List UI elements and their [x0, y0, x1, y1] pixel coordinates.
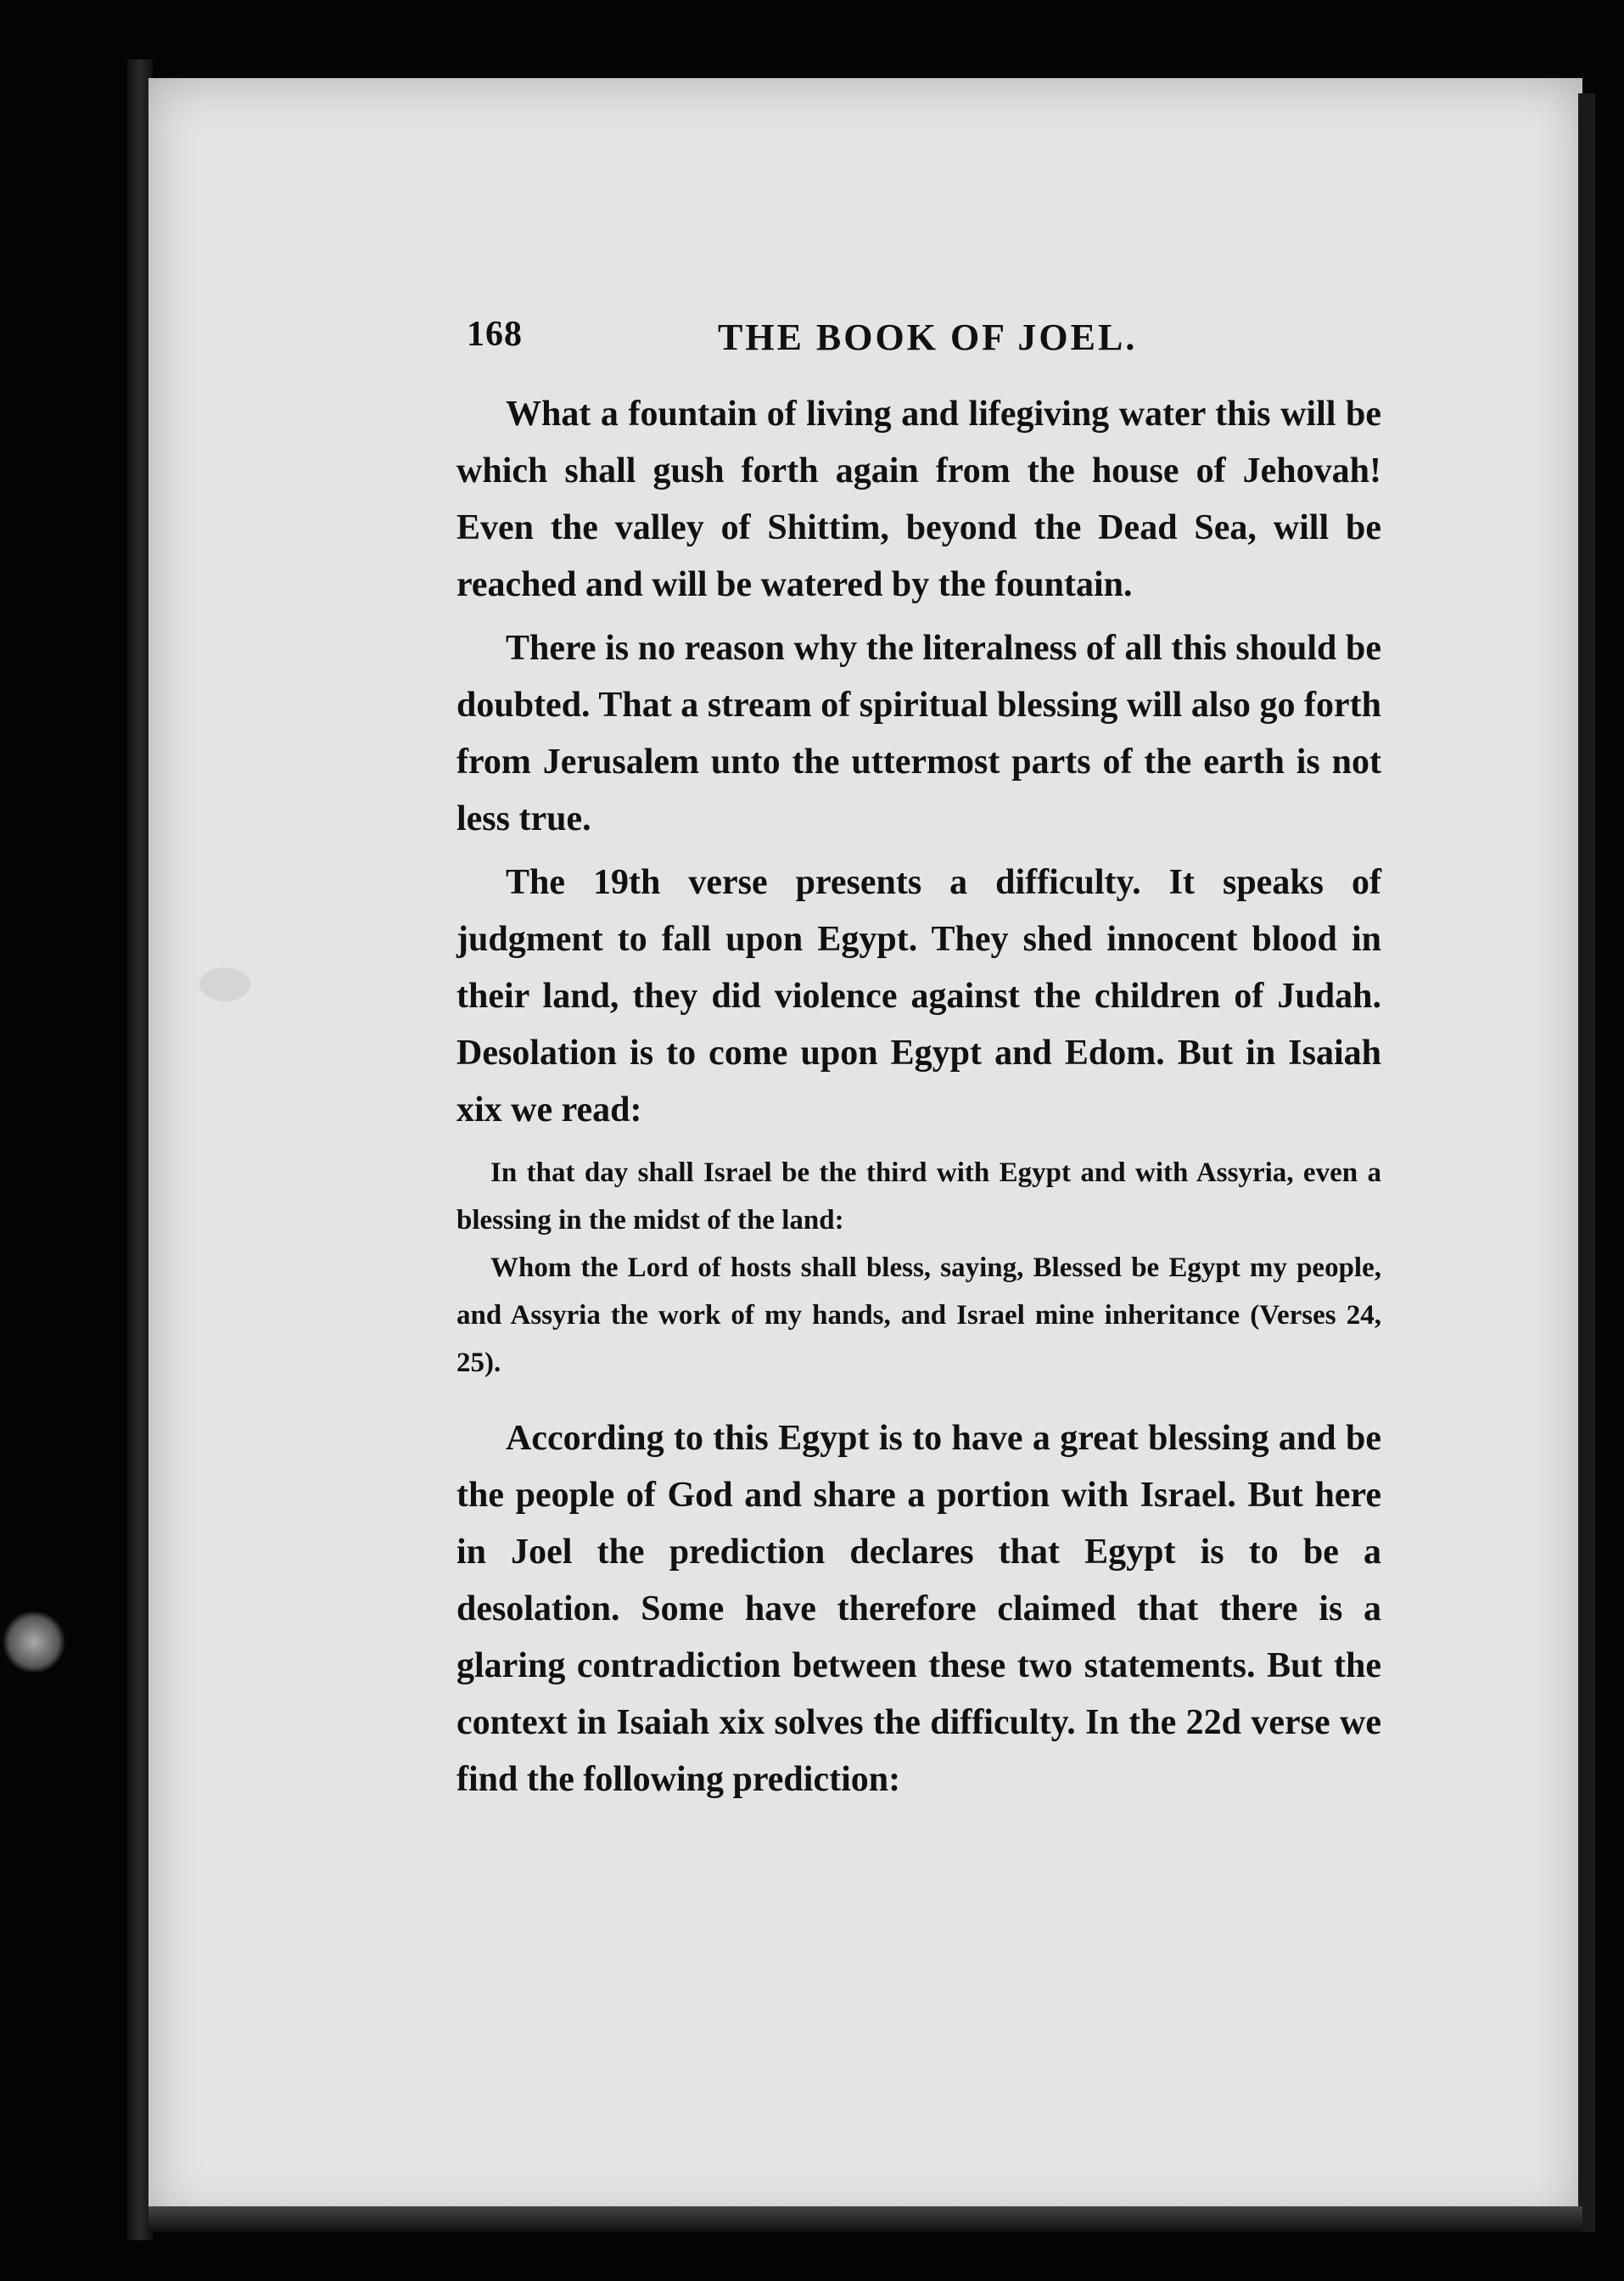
- paragraph-egypt-blessing: According to this Egypt is to have a great blessing and be the people of God and share a portion with Israel. But here in Joel the prediction declares that Egypt is to be a desolation. Some have therefore claimed that there is a glaring contradiction between these two statements. But the context in Isaiah xix solves the difficulty. In the 22d verse we find the following prediction:: [456, 1419, 1381, 1799]
- page-bottom-edge: [148, 2206, 1582, 2232]
- isaiah-quotation: [456, 1149, 1381, 1387]
- quote-line-1: In that day shall Israel be the third with Egypt and with Assyria, even a blessing in the midst of the land:: [456, 1157, 1381, 1236]
- paper-smudge: [199, 967, 250, 1001]
- paragraph-literalness: There is no reason why the literalness of all this should be doubted. That a stream of spiritual blessing will also go forth from Jerusalem unto the uttermost parts of the earth is not less true.: [456, 629, 1381, 838]
- page-number: 168: [467, 315, 523, 354]
- paragraph-difficulty: The 19th verse presents a difficulty. It speaks of judgment to fall upon Egypt. They shed innocent blood in their land, they did violence against the children of Judah. Desolation is to come upon Egypt and Edom. But in Isaiah xix we read:: [456, 863, 1381, 1129]
- quote-line-2: Whom the Lord of hosts shall bless, saying, Blessed be Egypt my people, and Assyria the work of my hands, and Israel mine inheritance (Verses 24, 25).: [456, 1253, 1381, 1378]
- paragraph-fountain: What a fountain of living and lifegiving water this will be which shall gush forth again from the house of Jehovah! Even the valley of Shittim, beyond the Dead Sea, will be reached and will be watered by the fountain.: [456, 395, 1381, 604]
- running-title: THE BOOK OF JOEL.: [718, 317, 1138, 358]
- scan-debris: [0, 1612, 68, 1672]
- page-body: [456, 386, 1381, 1815]
- running-head: [467, 314, 1383, 365]
- page-right-edge: [1578, 93, 1595, 2232]
